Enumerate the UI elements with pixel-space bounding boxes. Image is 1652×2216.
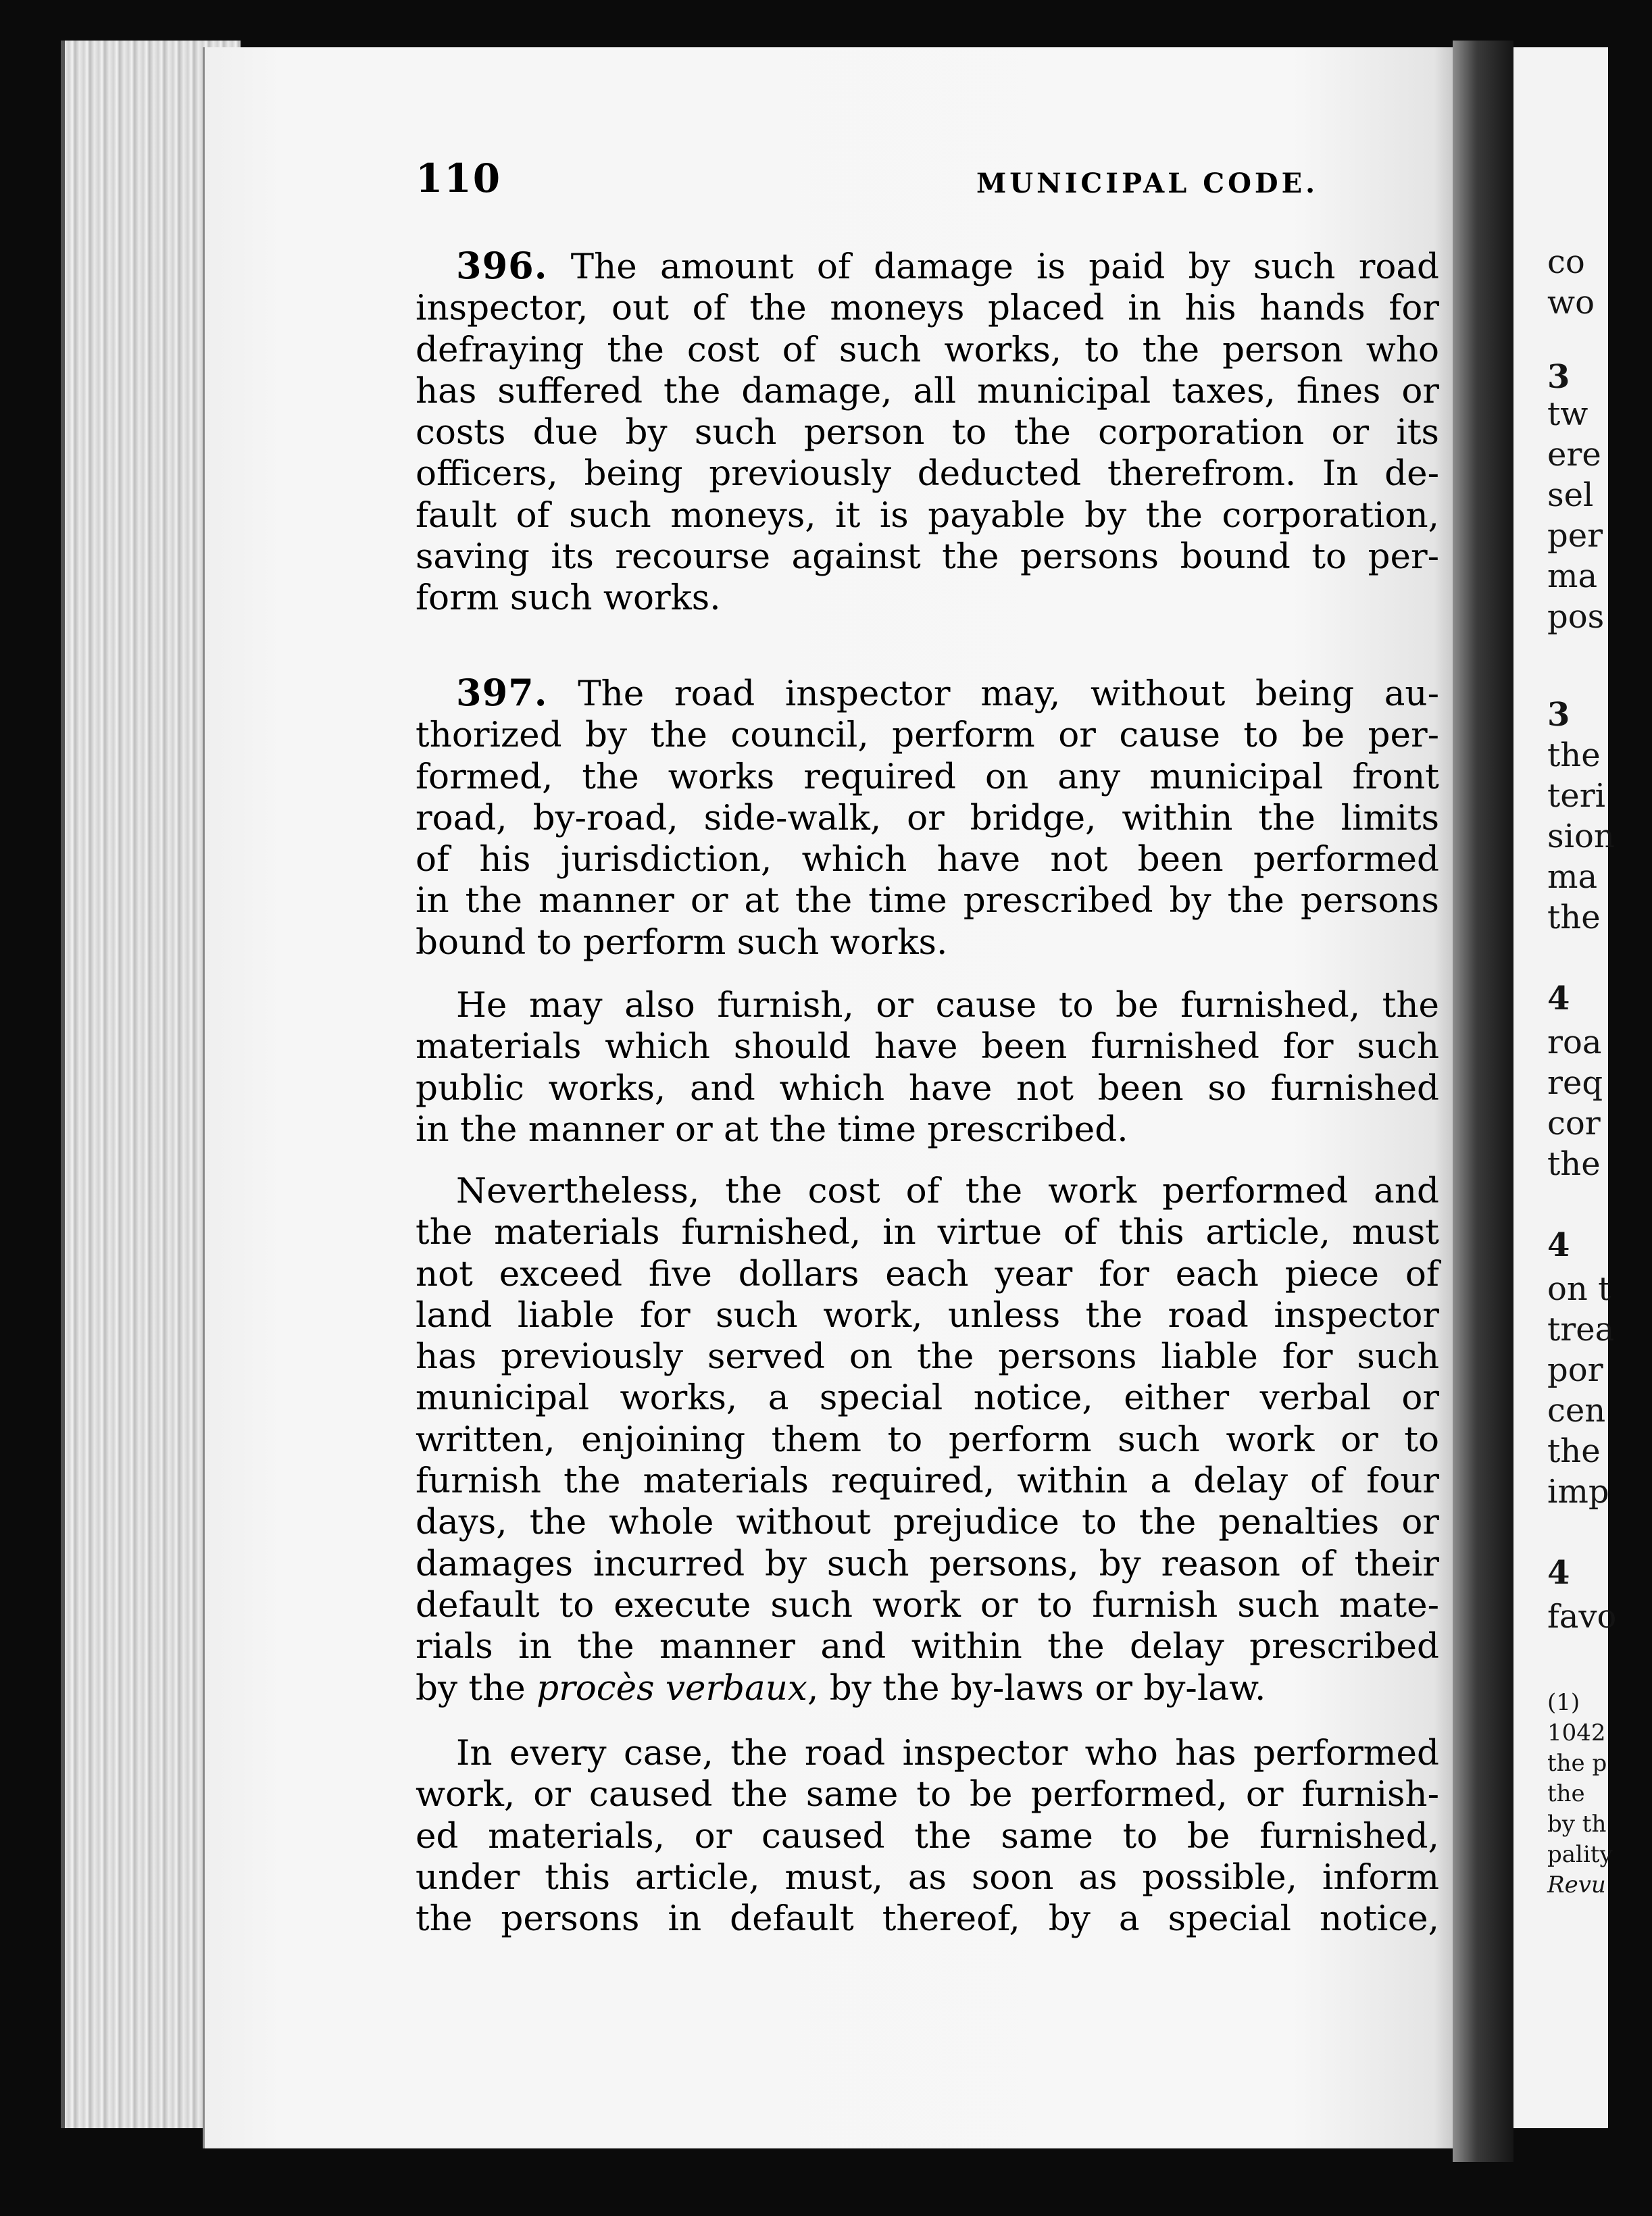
text-line: work, or caused the same to be performed, or furnish-: [416, 1774, 1439, 1815]
facing-fragment: trea: [1547, 1311, 1615, 1349]
text-line: In every case, the road inspector who has performed: [456, 1733, 1439, 1773]
running-head: MUNICIPAL CODE.: [976, 168, 1319, 199]
text-line: formed, the works required on any municipal front: [416, 756, 1439, 797]
text-line: ed materials, or caused the same to be furnished,: [416, 1815, 1439, 1857]
text-line: by the procès verbaux, by the by-laws or by-law.: [416, 1667, 1266, 1709]
facing-fragment: the: [1547, 899, 1601, 936]
text-line: inspector, out of the moneys placed in his hands for: [416, 288, 1439, 329]
text-line: written, enjoining them to perform such work or to: [416, 1419, 1439, 1460]
text-line: public works, and which have not been so furnished: [416, 1067, 1439, 1109]
section-number: 397.: [456, 671, 548, 714]
text-line: defraying the cost of such works, to the person who: [416, 329, 1439, 370]
text-line: 396. The amount of damage is paid by such road: [456, 244, 1439, 287]
facing-fragment: 3: [1547, 358, 1570, 396]
facing-fragment: sion: [1547, 817, 1615, 855]
text-line: bound to perform such works.: [416, 922, 948, 963]
facing-fragment: sel: [1547, 476, 1594, 514]
page-header: [416, 155, 1652, 209]
facing-fragment: the: [1547, 1432, 1601, 1470]
text-line: under this article, must, as soon as possible, inform: [416, 1857, 1439, 1898]
text-line: officers, being previously deducted therefrom. In de-: [416, 453, 1439, 495]
text-line: in the manner or at the time prescribed.: [416, 1109, 1128, 1150]
facing-fragment: teri: [1547, 777, 1605, 815]
facing-fragment: 4: [1547, 980, 1570, 1017]
facing-fragment: ere: [1547, 436, 1601, 474]
text-line: not exceed five dollars each year for each piece of: [416, 1253, 1439, 1294]
facing-fragment: cor: [1547, 1105, 1601, 1142]
text-line: of his jurisdiction, which have not been performed: [416, 839, 1439, 880]
facing-fragment: por: [1547, 1351, 1603, 1389]
facing-fragment: pos: [1547, 598, 1605, 636]
text-line: rials in the manner and within the delay prescribed: [416, 1626, 1439, 1667]
facing-fragment: Revu: [1547, 1871, 1606, 1898]
paragraph-in-every-case: [416, 1733, 1439, 1940]
facing-page: [1513, 47, 1617, 2128]
facing-fragment: the: [1547, 1145, 1601, 1183]
text-line: damages incurred by such persons, by reason of their: [416, 1543, 1439, 1584]
text-line: Nevertheless, the cost of the work performed and: [456, 1171, 1439, 1211]
text-line: days, the whole without prejudice to the penalties or: [416, 1502, 1439, 1543]
facing-fragment: roa: [1547, 1024, 1602, 1061]
text-line: road, by-road, side-walk, or bridge, within the limits: [416, 797, 1439, 838]
facing-fragment: the p: [1547, 1750, 1607, 1777]
facing-fragment: 4: [1547, 1554, 1570, 1592]
text-line: in the manner or at the time prescribed by the persons: [416, 880, 1439, 922]
facing-fragment: 4: [1547, 1226, 1570, 1264]
text-line: has suffered the damage, all municipal taxes, fines or: [416, 370, 1439, 411]
facing-fragment: imp: [1547, 1473, 1609, 1511]
text-line: thorized by the council, perform or cause to be per-: [416, 715, 1439, 756]
paragraph-nevertheless: [416, 1171, 1439, 1709]
paragraph-furnish: [416, 985, 1439, 1151]
book-gutter: [1453, 41, 1513, 2162]
italic-term: procès verbaux: [536, 1667, 807, 1709]
facing-fragment: 1042: [1547, 1719, 1606, 1746]
text-line: costs due by such person to the corporation or its: [416, 412, 1439, 453]
text-line: furnish the materials required, within a delay of four: [416, 1461, 1439, 1502]
section-396: [416, 245, 1439, 620]
facing-fragment: the: [1547, 736, 1601, 774]
text-line: default to execute such work or to furnish such mate-: [416, 1584, 1439, 1626]
facing-fragment: by th: [1547, 1811, 1607, 1838]
facing-fragment: per: [1547, 517, 1603, 555]
facing-fragment: cen: [1547, 1392, 1606, 1430]
section-number: 396.: [456, 244, 548, 287]
text-line: materials which should have been furnished for such: [416, 1026, 1439, 1067]
text-line: has previously served on the persons liable for such: [416, 1336, 1439, 1378]
page-number: 110: [416, 155, 502, 201]
section-397: [416, 672, 1439, 963]
facing-fragment: favo: [1547, 1598, 1617, 1636]
facing-fragment: (1): [1547, 1689, 1580, 1716]
facing-fragment: co: [1547, 243, 1585, 281]
text-line: He may also furnish, or cause to be furnished, the: [456, 985, 1439, 1026]
text-line: land liable for such work, unless the road inspector: [416, 1294, 1439, 1336]
text-line: the persons in default thereof, by a special notice,: [416, 1898, 1439, 1940]
facing-fragment: 3: [1547, 696, 1570, 734]
facing-fragment: ma: [1547, 858, 1598, 896]
facing-fragment: the: [1547, 1780, 1585, 1807]
facing-fragment: wo: [1547, 284, 1595, 322]
text-line: municipal works, a special notice, either verbal or: [416, 1378, 1439, 1419]
text-line: form such works.: [416, 578, 721, 619]
facing-fragment: tw: [1547, 395, 1588, 433]
text-line: the materials furnished, in virtue of this article, must: [416, 1212, 1439, 1253]
facing-fragment: ma: [1547, 557, 1598, 595]
facing-fragment: on t: [1547, 1270, 1611, 1308]
facing-fragment: pality: [1547, 1841, 1613, 1868]
text-line: fault of such moneys, it is payable by the corporation,: [416, 495, 1439, 536]
text-line: saving its recourse against the persons bound to per-: [416, 536, 1439, 578]
text-line: 397. The road inspector may, without being au-: [456, 671, 1440, 714]
facing-fragment: req: [1547, 1064, 1603, 1102]
